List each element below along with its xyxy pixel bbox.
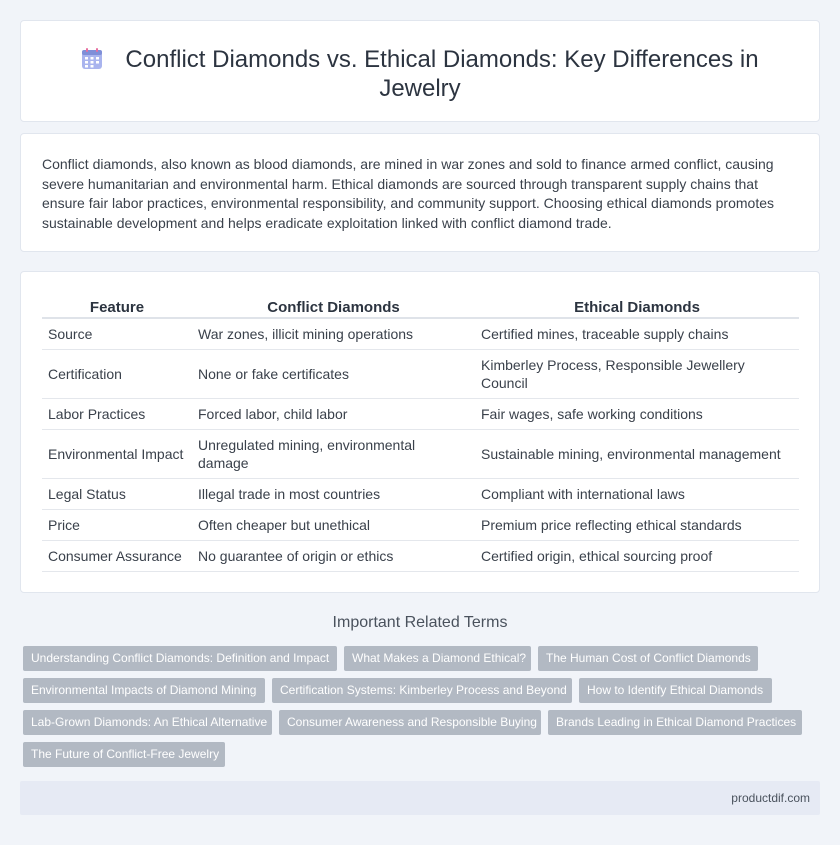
- table-cell: Certified origin, ethical sourcing proof: [475, 540, 799, 571]
- table-row: [42, 349, 799, 398]
- table-header-row: [42, 295, 799, 318]
- table-cell: Kimberley Process, Responsible Jewellery Council: [475, 349, 799, 398]
- related-tag[interactable]: The Future of Conflict-Free Jewelry: [23, 742, 225, 767]
- related-tag[interactable]: Lab-Grown Diamonds: An Ethical Alternative: [23, 710, 272, 735]
- comparison-table: [42, 295, 799, 572]
- table-cell: Fair wages, safe working conditions: [475, 398, 799, 429]
- table-row: [42, 398, 799, 429]
- intro-card: [20, 133, 820, 252]
- table-cell: Legal Status: [42, 478, 192, 509]
- footer: [20, 781, 820, 815]
- table-cell: Labor Practices: [42, 398, 192, 429]
- table-cell: Price: [42, 509, 192, 540]
- related-tag[interactable]: What Makes a Diamond Ethical?: [344, 646, 531, 671]
- table-cell: Illegal trade in most countries: [192, 478, 475, 509]
- table-cell: No guarantee of origin or ethics: [192, 540, 475, 571]
- header-ethical: Ethical Diamonds: [475, 295, 799, 318]
- table-cell: Sustainable mining, environmental management: [475, 429, 799, 478]
- related-tag[interactable]: Consumer Awareness and Responsible Buying: [279, 710, 541, 735]
- comparison-table-card: [20, 271, 820, 593]
- related-terms-heading: Important Related Terms: [332, 614, 508, 631]
- table-cell: None or fake certificates: [192, 349, 475, 398]
- header-feature: Feature: [42, 295, 192, 318]
- table-cell: Unregulated mining, environmental damage: [192, 429, 475, 478]
- related-tag[interactable]: Certification Systems: Kimberley Process and Beyond: [272, 678, 572, 703]
- related-tag[interactable]: The Human Cost of Conflict Diamonds: [538, 646, 758, 671]
- table-cell: Source: [42, 318, 192, 349]
- table-cell: Consumer Assurance: [42, 540, 192, 571]
- related-tag[interactable]: Brands Leading in Ethical Diamond Practices: [548, 710, 802, 735]
- related-tag[interactable]: Understanding Conflict Diamonds: Definition and Impact: [23, 646, 337, 671]
- table-cell: Certification: [42, 349, 192, 398]
- table-cell: Compliant with international laws: [475, 478, 799, 509]
- table-cell: Environmental Impact: [42, 429, 192, 478]
- related-tag[interactable]: How to Identify Ethical Diamonds: [579, 678, 772, 703]
- table-cell: Often cheaper but unethical: [192, 509, 475, 540]
- table-row: [42, 429, 799, 478]
- page-title: Conflict Diamonds vs. Ethical Diamonds: Key Differences in Jewelry: [125, 46, 759, 102]
- table-row: [42, 540, 799, 571]
- table-cell: Premium price reflecting ethical standards: [475, 509, 799, 540]
- related-tag[interactable]: Environmental Impacts of Diamond Mining: [23, 678, 265, 703]
- header-conflict: Conflict Diamonds: [192, 295, 475, 318]
- calendar-grid-icon: [81, 48, 103, 70]
- table-row: [42, 509, 799, 540]
- table-cell: Certified mines, traceable supply chains: [475, 318, 799, 349]
- page-title-wrap: [21, 45, 819, 103]
- table-row: [42, 478, 799, 509]
- table-cell: Forced labor, child labor: [192, 398, 475, 429]
- footer-site[interactable]: productdif.com: [731, 791, 810, 805]
- table-cell: War zones, illicit mining operations: [192, 318, 475, 349]
- title-card: [20, 20, 820, 122]
- table-row: [42, 318, 799, 349]
- intro-text: Conflict diamonds, also known as blood diamonds, are mined in war zones and sold to finance armed conflict, causing severe humanitarian and environmental harm. Ethical diamonds are sourced through transparent supply chains that ensure fair labor practices, environmental responsibility, and community support. Choosing ethical diamonds promotes sustainable development and helps eradicate exploitation linked with conflict diamond trade.: [42, 156, 774, 231]
